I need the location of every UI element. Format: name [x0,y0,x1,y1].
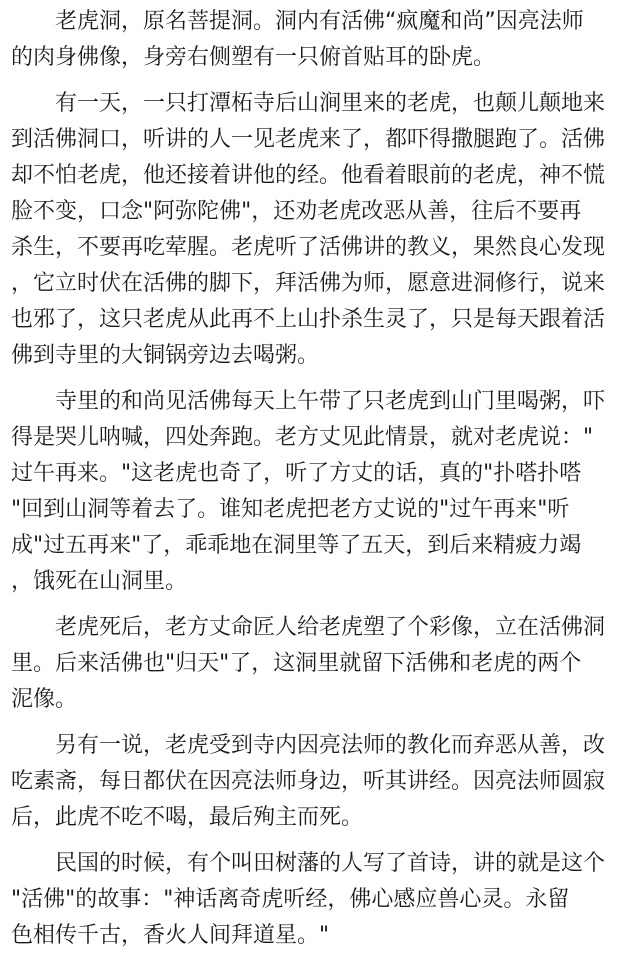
text-line: 另有一说，老虎受到寺内因亮法师的教化而弃恶从善，改 [55,733,606,758]
text-line: 后，此虎不吃不喝，最后殉主而死。 [11,805,364,830]
text-line: 老虎死后，老方丈命匠人给老虎塑了个彩像，立在活佛洞 [55,615,606,640]
text-line: 佛到寺里的大铜锅旁边去喝粥。 [11,343,320,368]
text-line: 有一天，一只打潭柘寺后山涧里来的老虎，也颠儿颠地来 [55,91,606,116]
text-line: 吃素斋，每日都伏在因亮法师身边，听其讲经。因亮法师圆寂 [11,769,606,794]
paragraph-5 [11,728,632,836]
text-line: 过午再来。"这老虎也奇了，听了方丈的话，真的"扑嗒扑嗒 [11,461,582,486]
text-line: 里。后来活佛也"归天"了，这洞里就留下活佛和老虎的两个 [11,651,582,676]
text-line: 老虎洞，原名菩提洞。洞内有活佛“疯魔和尚”因亮法师 [55,9,584,34]
text-line: ，饿死在山洞里。 [11,569,188,594]
text-line: 脸不变，口念"阿弥陀佛"，还劝老虎改恶从善，往后不要再 [11,199,582,224]
text-line: 色相传千古，香火人间拜道星。" [11,923,330,948]
text-line: 杀生，不要再吃荤腥。老虎听了活佛讲的教义，果然良心发现 [11,235,606,260]
text-line: 也邪了，这只老虎从此再不上山扑杀生灵了，只是每天跟着活 [11,307,606,332]
paragraph-1 [11,4,632,76]
text-line: "回到山洞等着去了。谁知老虎把老方丈说的"过午再来"听 [11,497,570,522]
text-line: 的肉身佛像，身旁右侧塑有一只俯首贴耳的卧虎。 [11,45,496,70]
paragraph-6 [11,846,632,954]
paragraph-3 [11,384,632,600]
text-line: 民国的时候，有个叫田树藩的人写了首诗，讲的就是这个 [55,851,606,876]
paragraph-4 [11,610,632,718]
text-line: 泥像。 [11,687,78,712]
text-line: ，它立时伏在活佛的脚下，拜活佛为师，愿意进洞修行，说来 [11,271,606,296]
text-line: 寺里的和尚见活佛每天上午带了只老虎到山门里喝粥，吓 [55,389,606,414]
text-line: 得是哭儿呐喊，四处奔跑。老方丈见此情景，就对老虎说：" [11,425,594,450]
text-line: 却不怕老虎，他还接着讲他的经。他看着眼前的老虎，神不慌 [11,163,606,188]
text-line: "活佛"的故事："神话离奇虎听经，佛心感应兽心灵。永留 [11,887,570,912]
text-line: 成"过五再来"了，乖乖地在洞里等了五天，到后来精疲力竭 [11,533,582,558]
paragraph-2 [11,86,632,374]
text-line: 到活佛洞口，听讲的人一见老虎来了，都吓得撒腿跑了。活佛 [11,127,606,152]
